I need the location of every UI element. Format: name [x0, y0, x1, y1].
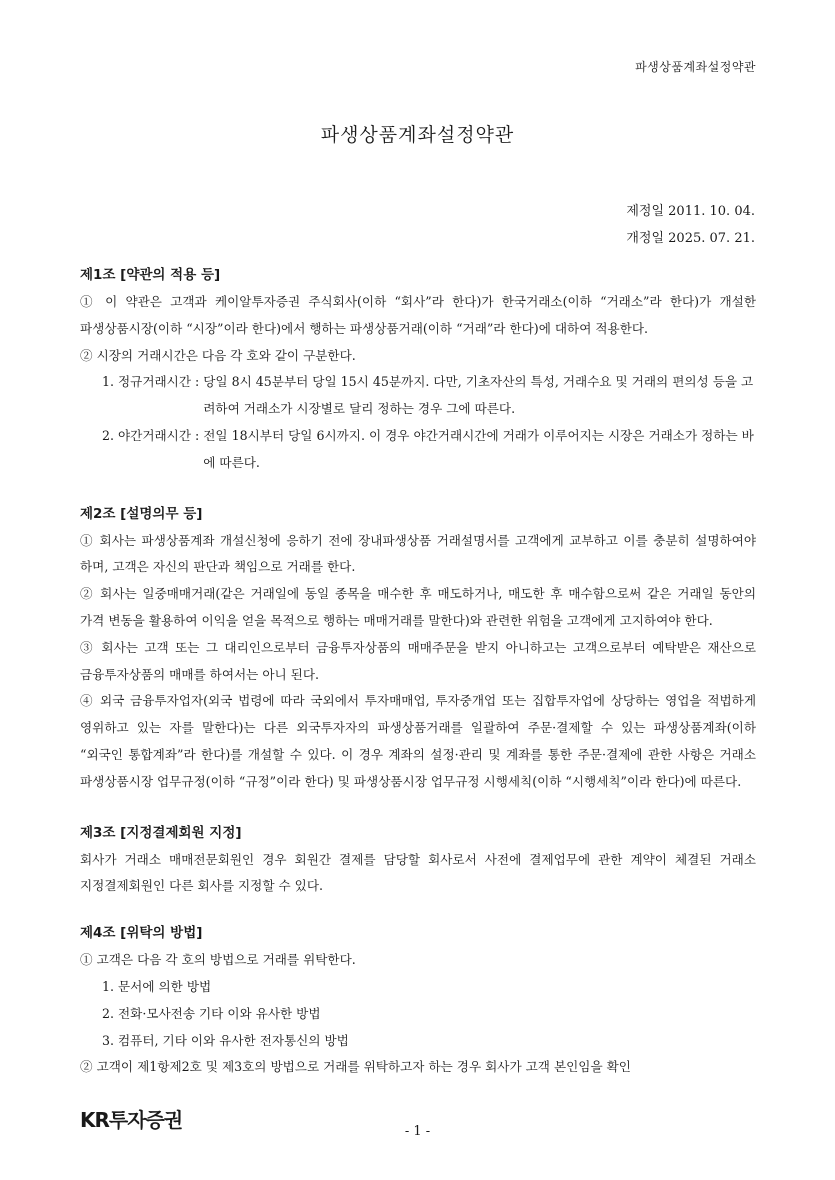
list-item-label: 2. 야간거래시간 : [102, 427, 204, 443]
article-paragraph: ② 회사는 일중매매거래(같은 거래일에 동일 종목을 매수한 후 매도하거나, 매도한 후 매수함으로써 같은 거래일 동안의 가격 변동을 활용하여 이익을 얻을 목적으로 행하는 매매거래를 말한다)와 관련한 위험을 고객에게 고지하여야 한다. [80, 586, 756, 628]
article-3 [80, 820, 756, 901]
article-1 [80, 262, 756, 477]
list-item: 3. 컴퓨터, 기타 이와 유사한 전자통신의 방법 [102, 1032, 349, 1048]
revised-date: 개정일 2025. 07. 21. [626, 231, 755, 246]
article-2 [80, 501, 756, 796]
article-paragraph: ③ 회사는 고객 또는 그 대리인으로부터 금융투자상품의 매매주문을 받지 아니하고는 고객으로부터 예탁받은 재산으로 금융투자상품의 매매를 하여서는 아니 된다. [80, 639, 756, 682]
article-paragraph: 회사가 거래소 매매전문회원인 경우 회원간 결제를 담당할 회사로서 사전에 결제업무에 관한 계약이 체결된 거래소 지정결제회원인 다른 회사를 지정할 수 있다. [80, 851, 756, 894]
list-item [80, 423, 756, 477]
list-item: 2. 전화·모사전송 기타 이와 유사한 방법 [102, 1005, 321, 1021]
list-item [80, 369, 756, 423]
list-item-label: 1. 정규거래시간 : [102, 374, 204, 390]
article-paragraph: ② 시장의 거래시간은 다음 각 호와 같이 구분한다. [80, 347, 356, 363]
document-body [80, 262, 756, 1081]
article-paragraph: ② 고객이 제1항제2호 및 제3호의 방법으로 거래를 위탁하고자 하는 경우 회사가 고객 본인임을 확인 [80, 1059, 631, 1075]
article-title: 제4조 [위탁의 방법] [80, 925, 203, 942]
company-logo: KR투자증권 [80, 1108, 183, 1132]
list-item-text: 당일 8시 45분부터 당일 15시 45분까지. 다만, 기초자산의 특성, 거래수요 및 거래의 편의성 등을 고려하여 거래소가 시장별로 달리 정하는 경우 그에 따른다. [203, 374, 754, 417]
article-title: 제1조 [약관의 적용 등] [80, 267, 221, 283]
article-paragraph: ① 회사는 파생상품계좌 개설신청에 응하기 전에 장내파생상품 거래설명서를 고객에게 교부하고 이를 충분히 설명하여야 하며, 고객은 자신의 판단과 책임으로 거래를 한다. [80, 532, 756, 575]
article-title: 제2조 [설명의무 등] [80, 505, 203, 522]
list-item-text: 전일 18시부터 당일 6시까지. 이 경우 야간거래시간에 거래가 이루어지는 시장은 거래소가 정하는 바에 따른다. [203, 427, 754, 470]
document-dates [626, 198, 755, 252]
enacted-date: 제정일 2011. 10. 04. [626, 204, 755, 219]
article-title: 제3조 [지정결제회원 지정] [80, 824, 242, 841]
article-paragraph: ① 이 약관은 고객과 케이알투자증권 주식회사(이하 “회사”라 한다)가 한국거래소(이하 “거래소”라 한다)가 개설한 파생상품시장(이하 “시장”이라 한다)에서 행하는 파생상품거래(이하 “거래”라 한다)에 대하여 적용한다. [80, 294, 756, 336]
article-paragraph: ④ 외국 금융투자업자(외국 법령에 따라 국외에서 투자매매업, 투자중개업 또는 집합투자업에 상당하는 영업을 적법하게 영위하고 있는 자를 말한다)는 다른 외국투자자의 파생상품거래를 일괄하여 주문·결제할 수 있는 파생상품계좌(이하 “외국인 통합계좌”라 한다)를 개설할 수 있다. 이 경우 계좌의 설정·관리 및 계좌를 통한 주문·결제에 관한 사항은 거래소 파생상품시장 업무규정(이하 “규정”이라 한다) 및 파생상품시장 업무규정 시행세칙(이하 “시행세칙”이라 한다)에 따른다. [80, 693, 756, 789]
list-item: 1. 문서에 의한 방법 [102, 978, 212, 994]
document-title: 파생상품계좌설정약관 [320, 124, 515, 146]
article-paragraph: ① 고객은 다음 각 호의 방법으로 거래를 위탁한다. [80, 952, 356, 968]
running-header: 파생상품계좌설정약관 [635, 60, 756, 74]
article-4 [80, 920, 756, 1081]
page-number: - 1 - [404, 1124, 431, 1139]
